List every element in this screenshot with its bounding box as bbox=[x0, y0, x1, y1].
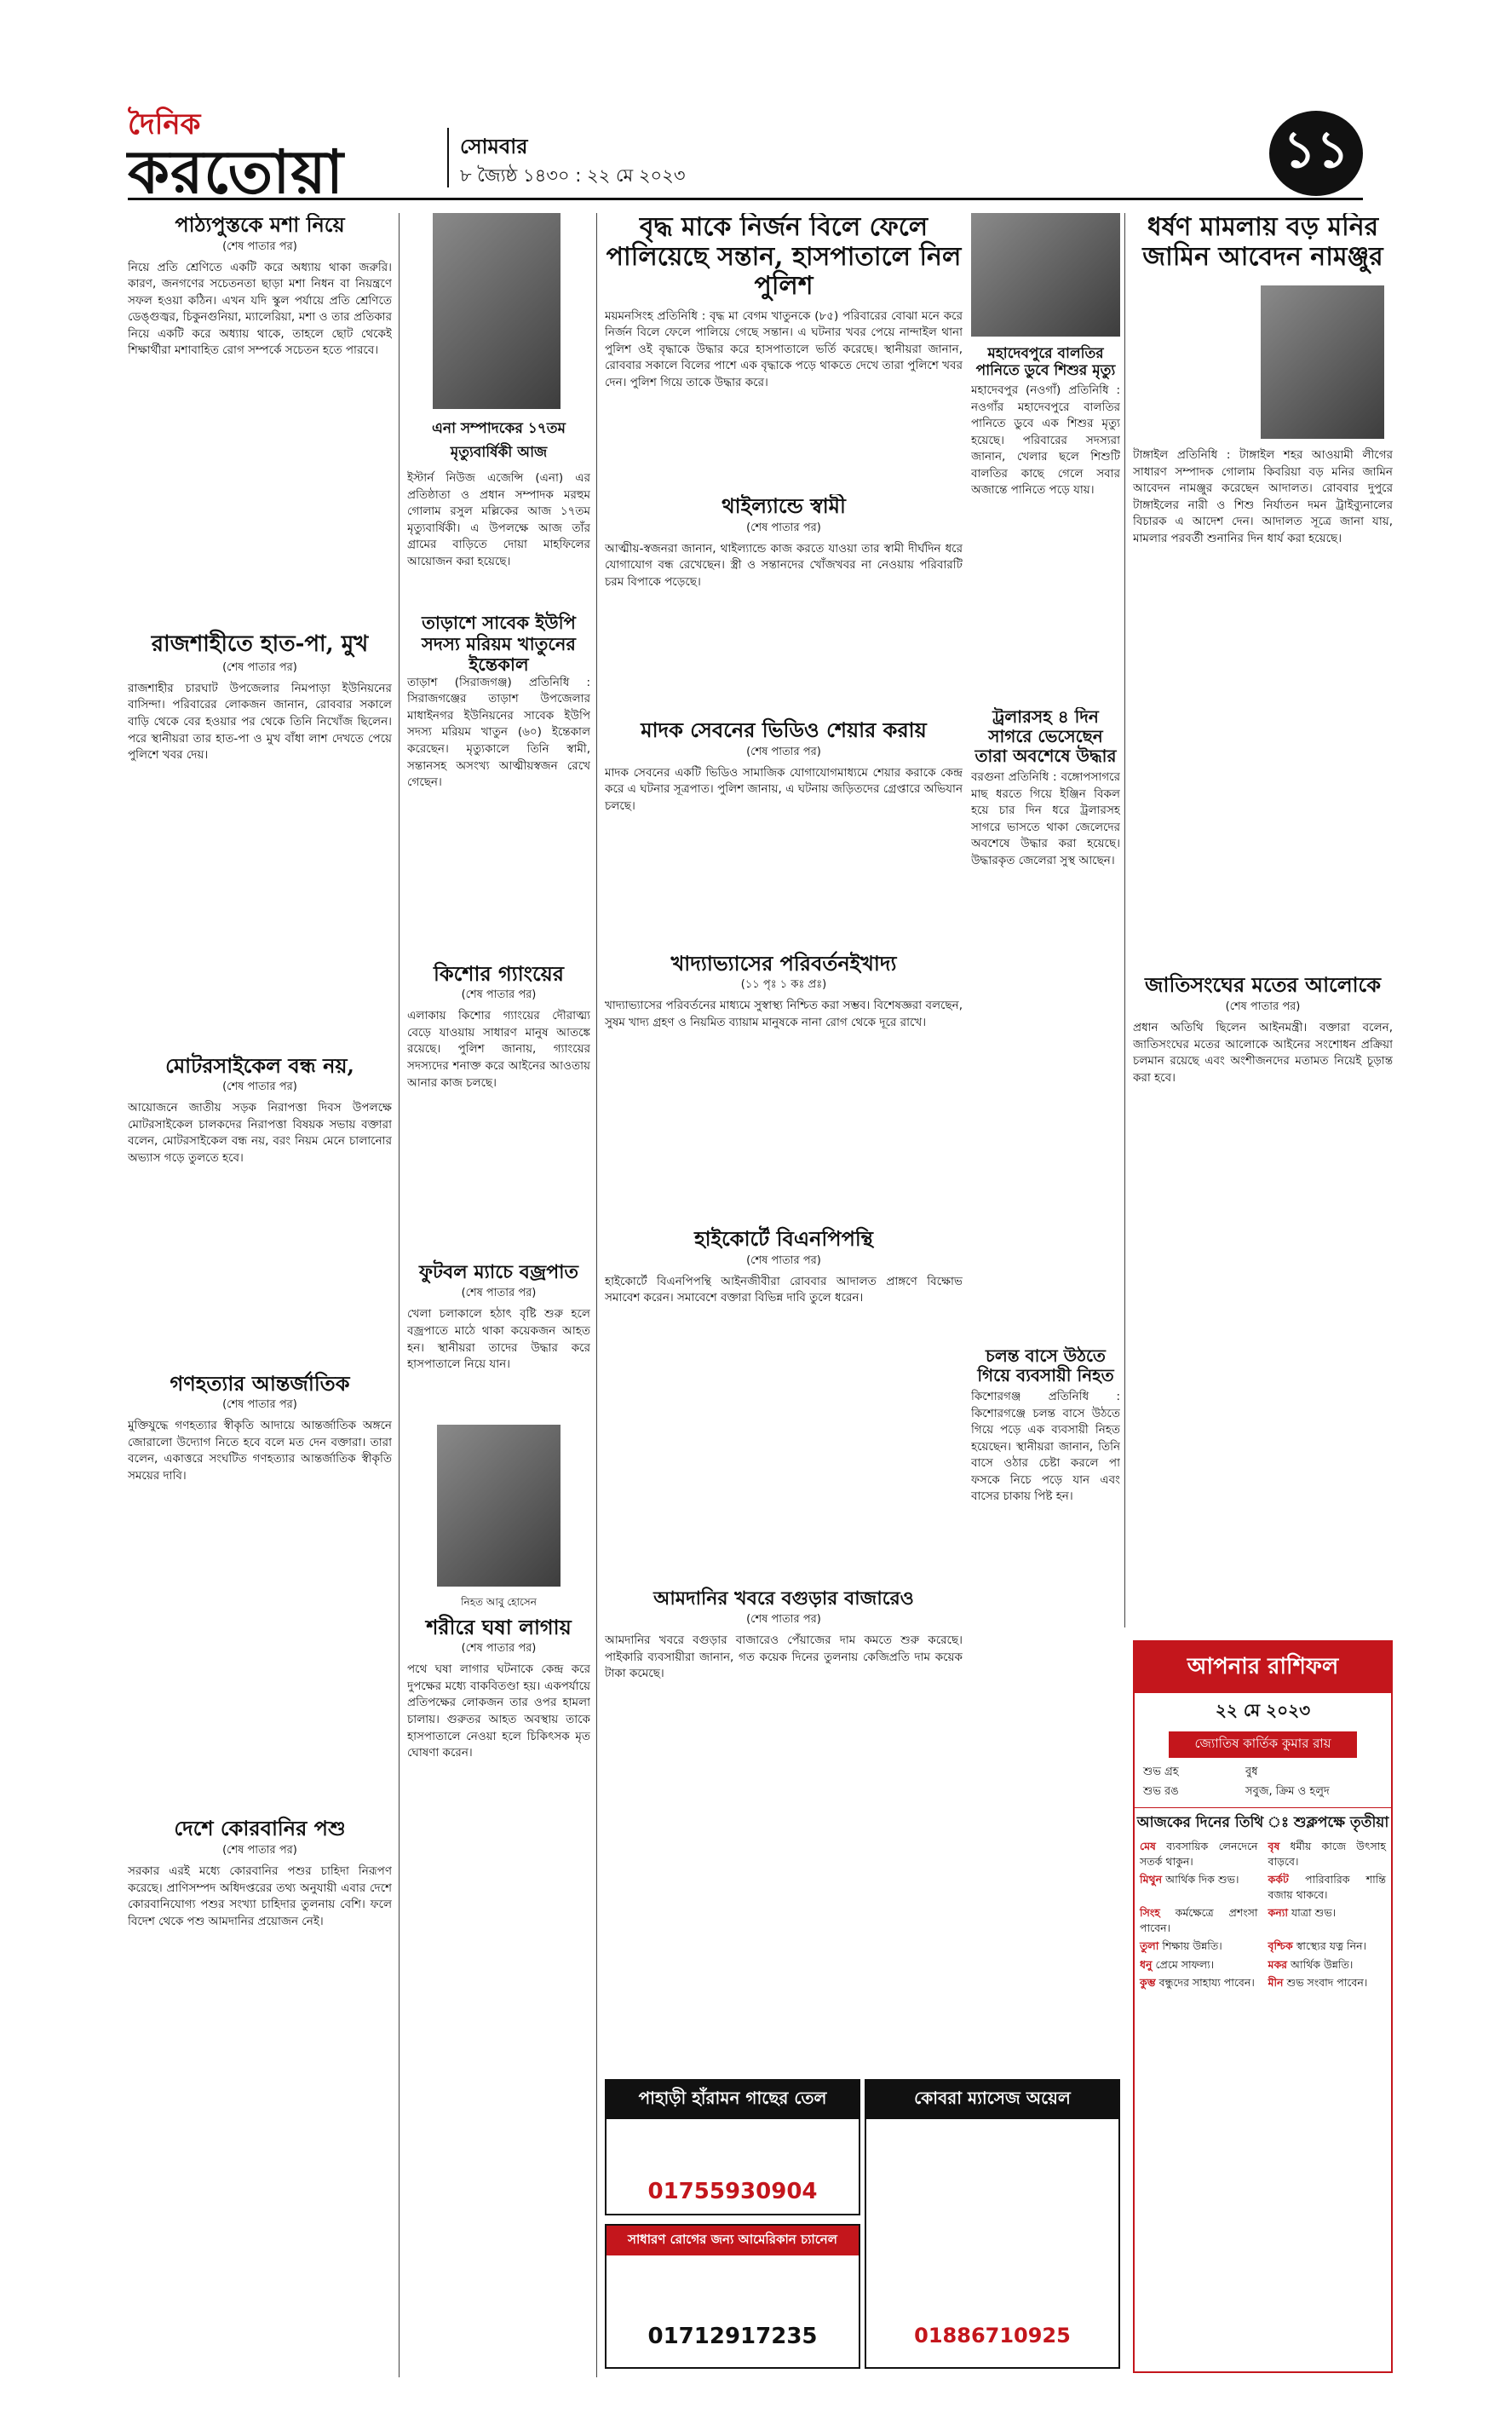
continued-note: (শেষ পাতার পর) bbox=[222, 1398, 297, 1412]
ad-phone: 01755930904 bbox=[647, 2179, 818, 2204]
zodiac-text: পারিবারিক শান্তি বজায় থাকবে। bbox=[1268, 1873, 1386, 1901]
zodiac-name: তুলা bbox=[1140, 1939, 1159, 1952]
headline: চলন্ত বাসে উঠতে গিয়ে ব্যবসায়ী নিহত bbox=[977, 1346, 1114, 1385]
spacer bbox=[605, 590, 963, 718]
continued-note: (শেষ পাতার পর) bbox=[222, 660, 297, 674]
headline: ট্রলারসহ ৪ দিন সাগরে ভেসেছেন তারা অবশেষে উদ্ধার bbox=[974, 707, 1117, 766]
rape-case-story bbox=[1133, 213, 1393, 1627]
photo-frame bbox=[407, 213, 590, 418]
article-body: নিয়ে প্রতি শ্রেণিতে একটি করে অধ্যায় থাকা জরুরি। কারণ, জনগণের সচেতনতা ছাড়া মশা নিধন বা নিয়ন্ত্রণে সফল হওয়া কঠিন। এখন যদি স্কুল পর্যায়ে প্রতি শ্রেণিতে ডেঙ্গুজ্বর, চিকুনগুনিয়া, ম্যালেরিয়া, মশা ও তার প্রতিকার নিয়ে একটি করে অধ্যায় থাকে, তাহলে ছোট থেকেই শিক্ষার্থীরা মশাবাহিত রোগ সম্পর্কে সচেতন হতে পারবে। bbox=[128, 260, 392, 358]
zodiac-item bbox=[1135, 1956, 1263, 1974]
zodiac-item bbox=[1263, 1956, 1392, 1974]
page-number: ১১ bbox=[1269, 111, 1363, 196]
continued-note: (শেষ পাতার পর) bbox=[222, 239, 297, 253]
planet-row bbox=[1135, 1783, 1391, 1802]
article-body: টাঙ্গাইল প্রতিনিধি : টাঙ্গাইল শহর আওয়ামী লীগের সাধারণ সম্পাদক গোলাম কিবরিয়া বড় মনির জামিন আবেদন নামঞ্জুর করেছেন আদালত। রোববার দুপুরে টাঙ্গাইলের নারী ও শিশু নির্যাতন দমন ট্রাইব্যুনালের বিচারক এ আদেশ দেন। আদালত সূত্রে জানা যায়, মামলার পরবর্তী শুনানির দিন ধার্য করা হয়েছে। bbox=[1133, 448, 1393, 545]
spacer bbox=[605, 1307, 963, 1588]
column-rule bbox=[399, 213, 400, 2377]
continued-note: (শেষ পাতার পর) bbox=[1225, 999, 1301, 1013]
spacer bbox=[128, 1484, 392, 1808]
zodiac-name: বৃশ্চিক bbox=[1268, 1939, 1293, 1952]
article-body: পথে ঘষা লাগার ঘটনাকে কেন্দ্র করে দুপক্ষের মধ্যে বাকবিতণ্ডা হয়। একপর্যায়ে প্রতিপক্ষের লোকজন তার ওপর হামলা চালায়। গুরুতর আহত অবস্থায় তাকে হাসপাতালে নেওয়া হলে চিকিৎসক মৃত ঘোষণা করেন। bbox=[407, 1662, 590, 1760]
spacer bbox=[605, 1031, 963, 1227]
spacer bbox=[407, 570, 590, 613]
zodiac-text: বন্ধুদের সাহায্য পাবেন। bbox=[1158, 1976, 1255, 1989]
column-2 bbox=[407, 213, 590, 2377]
zodiac-name: বৃষ bbox=[1268, 1840, 1280, 1852]
zodiac-item bbox=[1135, 1937, 1263, 1956]
zodiac-text: শুভ সংবাদ পাবেন। bbox=[1286, 1976, 1368, 1989]
horoscope-header: আপনার রাশিফল bbox=[1135, 1642, 1391, 1693]
logo-small: দৈনিক bbox=[128, 107, 201, 141]
zodiac-text: কর্মক্ষেত্রে প্রশংসা পাবেন। bbox=[1140, 1906, 1258, 1934]
article-body: আয়োজনে জাতীয় সড়ক নিরাপত্তা দিবস উপলক্ষে মোটরসাইকেল চালকদের নিরাপত্তা বিষয়ক সভায় বক্তারা বলেন, মোটরসাইকেল বন্ধ নয়, বরং নিয়ম মেনে চালানোর অভ্যাস গড়ে তুলতে হবে। bbox=[128, 1101, 392, 1165]
spacer bbox=[128, 764, 392, 1046]
column-1 bbox=[128, 213, 392, 2377]
zodiac-text: স্বাস্থ্যের যত্ন নিন। bbox=[1296, 1939, 1367, 1952]
column-rule bbox=[596, 213, 597, 2377]
medical-advertisement bbox=[605, 2224, 860, 2369]
headline: মহাদেবপুরে বালতির পানিতে ডুবে শিশুর মৃত্যু bbox=[975, 345, 1116, 379]
article-body: বরগুনা প্রতিনিধি : বঙ্গোপসাগরে মাছ ধরতে গিয়ে ইঞ্জিন বিকল হয়ে চার দিন ধরে ট্রলারসহ সাগরে ভাসতে থাকা জেলেদের অবশেষে উদ্ধার করা হয়েছে। উদ্ধারকৃত জেলেরা সুস্থ আছেন। bbox=[971, 770, 1120, 867]
spacer bbox=[407, 792, 590, 962]
article-body: খাদ্যাভ্যাসের পরিবর্তনের মাধ্যমে সুস্বাস্থ্য নিশ্চিত করা সম্ভব। বিশেষজ্ঞরা বলছেন, সুষম খাদ্য গ্রহণ ও নিয়মিত ব্যায়াম মানুষকে নানা রোগ থেকে দূরে রাখে। bbox=[605, 999, 963, 1029]
photo-caption: এনা সম্পাদকের ১৭তম মৃত্যুবার্ষিকী আজ bbox=[432, 420, 566, 461]
article-body: মাদক সেবনের একটি ভিডিও সামাজিক যোগাযোগমাধ্যমে শেয়ার করাকে কেন্দ্র করে এ ঘটনার সূত্রপাত। পুলিশ জানায়, এ ঘটনায় জড়িতদের গ্রেপ্তারে অভিযান চলছে। bbox=[605, 765, 963, 813]
planet-row bbox=[1135, 1763, 1391, 1783]
zodiac-item bbox=[1263, 1937, 1392, 1956]
photo-frame bbox=[407, 1425, 590, 1595]
masthead-divider bbox=[447, 128, 449, 187]
headline: জাতিসংঘের মতের আলোকে bbox=[1145, 972, 1381, 998]
zodiac-text: প্রেমে সাফল্য। bbox=[1155, 1957, 1215, 1971]
horoscope-date: ২২ মে ২০২৩ bbox=[1215, 1700, 1311, 1720]
article-body: কিশোরগঞ্জ প্রতিনিধি : কিশোরগঞ্জে চলন্ত বাসে উঠতে গিয়ে পড়ে এক ব্যবসায়ী নিহত হয়েছেন। স্থানীয়রা জানান, তিনি বাসে ওঠার চেষ্টা করলে পা ফসকে নিচে পড়ে যান এবং বাসের চাকায় পিষ্ট হন। bbox=[971, 1390, 1120, 1504]
article-body: রাজশাহীর চারঘাট উপজেলার নিমপাড়া ইউনিয়নের বাসিন্দা। পরিবারের লোকজন জানান, রোববার সকালে বাড়ি থেকে বের হওয়ার পর থেকে তিনি নিখোঁজ ছিলেন। পরে স্থানীয়রা তার হাত-পা ও মুখ বাঁধা লাশ দেখতে পেয়ে পুলিশে খবর দেয়। bbox=[128, 681, 392, 763]
spacer bbox=[128, 1167, 392, 1363]
zodiac-grid bbox=[1135, 1837, 1391, 1992]
child-photo bbox=[971, 213, 1120, 337]
portrait-photo bbox=[433, 213, 561, 409]
massage-oil-advertisement bbox=[865, 2079, 1120, 2369]
zodiac-name: মকর bbox=[1268, 1957, 1288, 1971]
article-body: হাইকোর্টে বিএনপিপন্থি আইনজীবীরা রোববার আদালত প্রাঙ্গণে বিক্ষোভ সমাবেশ করেন। সমাবেশে বক্তারা বিভিন্ন দাবি তুলে ধরেন। bbox=[605, 1274, 963, 1305]
continued-note: (শেষ পাতার পর) bbox=[746, 521, 821, 534]
masthead bbox=[128, 102, 1363, 207]
bus-story bbox=[971, 1346, 1120, 1943]
horoscope-box bbox=[1133, 1640, 1393, 2373]
zodiac-item bbox=[1135, 1837, 1263, 1870]
headline: খাদ্যাভ্যাসের পরিবর্তনইখাদ্য bbox=[670, 950, 897, 976]
accused-photo bbox=[1261, 285, 1384, 439]
zodiac-name: মেষ bbox=[1140, 1840, 1156, 1852]
zodiac-text: আর্থিক উন্নতি। bbox=[1291, 1957, 1354, 1971]
spacer bbox=[605, 815, 963, 952]
issue-date: ৮ জ্যৈষ্ঠ ১৪৩০ : ২২ মে ২০২৩ bbox=[460, 165, 686, 186]
headline: রাজশাহীতে হাত-পা, মুখ bbox=[151, 631, 369, 657]
headline: কিশোর গ্যাংয়ের bbox=[434, 960, 564, 986]
continued-note: (১১ পৃঃ ১ কঃ প্রঃ) bbox=[740, 978, 827, 992]
article-body: প্রধান অতিথি ছিলেন আইনমন্ত্রী। বক্তারা বলেন, জাতিসংঘের মতের আলোকে আইনের সংশোধন প্রক্রিয়া চলমান রয়েছে এবং অংশীজনদের মতামত নিয়েই চূড়ান্ত করা হবে। bbox=[1133, 1020, 1393, 1085]
ad-title: পাহাড়ী হাঁরামন গাছের তেল bbox=[607, 2081, 859, 2119]
continued-note: (শেষ পাতার পর) bbox=[461, 1287, 537, 1300]
headline: পাঠ্যপুস্তকে মশা নিয়ে bbox=[175, 213, 345, 237]
newspaper-logo: করতোয়া bbox=[128, 137, 344, 207]
spacer bbox=[1133, 547, 1393, 973]
ad-title: কোবরা ম্যাসেজ অয়েল bbox=[866, 2081, 1118, 2119]
lead-story bbox=[605, 213, 963, 477]
column-rule bbox=[1124, 213, 1125, 1627]
zodiac-item bbox=[1263, 1870, 1392, 1904]
zodiac-item bbox=[1263, 1904, 1392, 1937]
zodiac-name: মীন bbox=[1268, 1976, 1284, 1989]
zodiac-name: ধনু bbox=[1140, 1957, 1153, 1971]
continued-note: (শেষ পাতার পর) bbox=[222, 1080, 297, 1094]
article-body: খেলা চলাকালে হঠাৎ বৃষ্টি শুরু হলে বজ্রপাতে মাঠে থাকা কয়েকজন আহত হন। স্থানীয়রা তাদের উদ্ধার করে হাসপাতালে নিয়ে যান। bbox=[407, 1307, 590, 1372]
headline: মোটরসাইকেল বন্ধ নয়, bbox=[165, 1052, 354, 1078]
ad-phone: 01712917235 bbox=[647, 2324, 818, 2349]
zodiac-item bbox=[1263, 1973, 1392, 1992]
continued-note: (শেষ পাতার পর) bbox=[222, 1843, 297, 1857]
ad-title: সাধারণ রোগের জন্য আমেরিকান চ্যানেল bbox=[607, 2226, 859, 2255]
tithi-title: আজকের দিনের তিথি ঃ শুক্লপক্ষে তৃতীয়া bbox=[1135, 1807, 1391, 1835]
zodiac-text: শিক্ষায় উন্নতি। bbox=[1162, 1939, 1222, 1952]
article-body: আমদানির খবরে বগুড়ার বাজারেও পেঁয়াজের দাম কমতে শুরু করেছে। পাইকারি ব্যবসায়ীরা জানান, গত কয়েক দিনের তুলনায় কেজিপ্রতি দাম কয়েক টাকা কমেছে। bbox=[605, 1633, 963, 1681]
zodiac-name: সিংহ bbox=[1140, 1906, 1160, 1919]
headline: মাদক সেবনের ভিডিও শেয়ার করায় bbox=[641, 717, 927, 743]
zodiac-text: ব্যবসায়িক লেনদেনে সতর্ক থাকুন। bbox=[1140, 1840, 1258, 1868]
oil-advertisement bbox=[605, 2079, 860, 2215]
article-body: তাড়াশ (সিরাজগঞ্জ) প্রতিনিধি : সিরাজগঞ্জের তাড়াশ উপজেলার মাধাইনগর ইউনিয়নের সাবেক ইউপি সদস্য মরিয়ম খাতুন (৬০) ইন্তেকাল করেছেন। মৃত্যুকালে তিনি স্বামী, সন্তানসহ অসংখ্য আত্মীয়স্বজন রেখে গেছেন। bbox=[407, 675, 590, 790]
zodiac-item bbox=[1263, 1837, 1392, 1870]
middle-column bbox=[605, 494, 963, 2198]
continued-note: (শেষ পাতার পর) bbox=[461, 988, 537, 1002]
headline: ফুটবল ম্যাচে বজ্রপাত bbox=[418, 1261, 579, 1284]
article-body: সরকার এরই মধ্যে কোরবানির পশুর চাহিদা নিরূপণ করেছে। প্রাণিসম্পদ অধিদপ্তরের তথ্য অনুযায়ী এবার দেশে কোরবানিযোগ্য পশুর সংখ্যা চাহিদার তুলনায় বেশি। ফলে বিদেশ থেকে পশু আমদানির প্রয়োজন নেই। bbox=[128, 1864, 392, 1928]
zodiac-text: আর্থিক দিক শুভ। bbox=[1165, 1873, 1239, 1886]
headline: আমদানির খবরে বগুড়ার বাজারেও bbox=[653, 1587, 914, 1610]
spacer bbox=[407, 1374, 590, 1425]
article-body: আত্মীয়-স্বজনরা জানান, থাইল্যান্ডে কাজ করতে যাওয়া তার স্বামী দীর্ঘদিন ধরে যোগাযোগ বন্ধ রেখেছেন। স্ত্রী ও সন্তানদের খোঁজখবর না নেওয়ায় পরিবারটি চরম বিপাকে পড়েছে। bbox=[605, 541, 963, 589]
article-body: মুক্তিযুদ্ধে গণহত্যার স্বীকৃতি আদায়ে আন্তর্জাতিক অঙ্গনে জোরালো উদ্যোগ নিতে হবে বলে মত দেন বক্তারা। তারা বলেন, একাত্তরে সংঘটিত গণহত্যার আন্তর্জাতিক স্বীকৃতি সময়ের দাবি। bbox=[128, 1419, 392, 1483]
zodiac-item bbox=[1135, 1904, 1263, 1937]
headline: হাইকোর্টে বিএনপিপন্থি bbox=[694, 1226, 873, 1252]
zodiac-item bbox=[1135, 1973, 1263, 1992]
photo-caption: নিহত আবু হোসেন bbox=[461, 1595, 537, 1608]
article-body: মহাদেবপুর (নওগাঁ) প্রতিনিধি : নওগাঁর মহাদেবপুরে বালতির পানিতে ডুবে এক শিশুর মৃত্যু হয়েছে। পরিবারের সদস্যরা জানান, খেলার ছলে শিশুটি বালতির কাছে গেলে সবার অজান্তে পানিতে পড়ে যায়। bbox=[971, 383, 1120, 498]
issue-day: সোমবার bbox=[460, 135, 528, 158]
headline: শরীরে ঘষা লাগায় bbox=[426, 1614, 572, 1639]
continued-note: (শেষ পাতার পর) bbox=[461, 1642, 537, 1656]
article-body: এলাকায় কিশোর গ্যাংয়ের দৌরাত্ম্য বেড়ে যাওয়ায় সাধারণ মানুষ আতঙ্কে রয়েছে। পুলিশ জানায়, গ্যাংয়ের সদস্যদের শনাক্ত করে আইনের আওতায় আনার কাজ চলছে। bbox=[407, 1009, 590, 1090]
zodiac-name: কর্কট bbox=[1268, 1873, 1289, 1886]
spacer bbox=[128, 360, 392, 624]
spacer bbox=[407, 1092, 590, 1262]
zodiac-item bbox=[1135, 1870, 1263, 1904]
planet-label: শুভ রঙ bbox=[1143, 1785, 1179, 1798]
planet-value: সবুজ, ক্রিম ও হলুদ bbox=[1245, 1785, 1330, 1798]
photo-frame bbox=[971, 213, 1120, 341]
zodiac-text: ধর্মীয় কাজে উৎসাহ বাড়বে। bbox=[1268, 1840, 1386, 1868]
trawler-story bbox=[971, 707, 1120, 1304]
headline: ধর্ষণ মামলায় বড় মনির জামিন আবেদন নামঞ্জুর bbox=[1142, 213, 1383, 272]
child-story bbox=[971, 213, 1120, 690]
headline: তাড়াশে সাবেক ইউপি সদস্য মরিয়ম খাতুনের ইন্তেকাল bbox=[422, 612, 576, 675]
ad-phone: 01886710925 bbox=[914, 2324, 1071, 2347]
headline: দেশে কোরবানির পশু bbox=[174, 1816, 346, 1841]
continued-note: (শেষ পাতার পর) bbox=[746, 1613, 821, 1627]
headline: গণহত্যার আন্তর্জাতিক bbox=[170, 1370, 350, 1396]
zodiac-name: মিথুন bbox=[1140, 1873, 1163, 1886]
zodiac-text: যাত্রা শুভ। bbox=[1291, 1906, 1337, 1919]
article-body: ইস্টার্ন নিউজ এজেন্সি (এনা) এর প্রতিষ্ঠাতা ও প্রধান সম্পাদক মরহুম গোলাম রসুল মল্লিকের আজ ১৭তম মৃত্যুবার্ষিকী। এ উপলক্ষে আজ তাঁর গ্রামের বাড়িতে দোয়া মাহফিলের আয়োজন করা হয়েছে। bbox=[407, 471, 590, 568]
zodiac-name: কন্যা bbox=[1268, 1906, 1288, 1919]
zodiac-name: কুম্ভ bbox=[1140, 1976, 1156, 1989]
continued-note: (শেষ পাতার পর) bbox=[746, 745, 821, 758]
planet-value: বুধ bbox=[1245, 1766, 1258, 1778]
continued-note: (শেষ পাতার পর) bbox=[746, 1253, 821, 1267]
astrologer-name: জ্যোতিষ কার্তিক কুমার রায় bbox=[1169, 1731, 1357, 1758]
lead-headline: বৃদ্ধ মাকে নির্জন বিলে ফেলে পালিয়েছে সন্তান, হাসপাতালে নিল পুলিশ bbox=[606, 213, 962, 301]
photo-frame bbox=[1133, 277, 1393, 447]
planet-label: শুভ গ্রহ bbox=[1143, 1766, 1179, 1778]
headline: থাইল্যান্ডে স্বামী bbox=[722, 494, 846, 518]
article-body: ময়মনসিংহ প্রতিনিধি : বৃদ্ধ মা বেগম খাতুনকে (৮৫) পরিবারের বোঝা মনে করে নির্জন বিলে ফেলে পালিয়ে গেছে সন্তান। এ ঘটনার খবর পেয়ে নান্দাইল থানা পুলিশ ওই বৃদ্ধাকে উদ্ধার করে হাসপাতালে ভর্তি করেছে। স্থানীয়রা জানান, রোববার সকালে বিলের পাশে এক বৃদ্ধাকে পড়ে থাকতে দেখে তারা পুলিশে খবর দেন। পুলিশ গিয়ে তাকে উদ্ধার করে। bbox=[605, 308, 963, 389]
victim-photo bbox=[437, 1425, 561, 1587]
